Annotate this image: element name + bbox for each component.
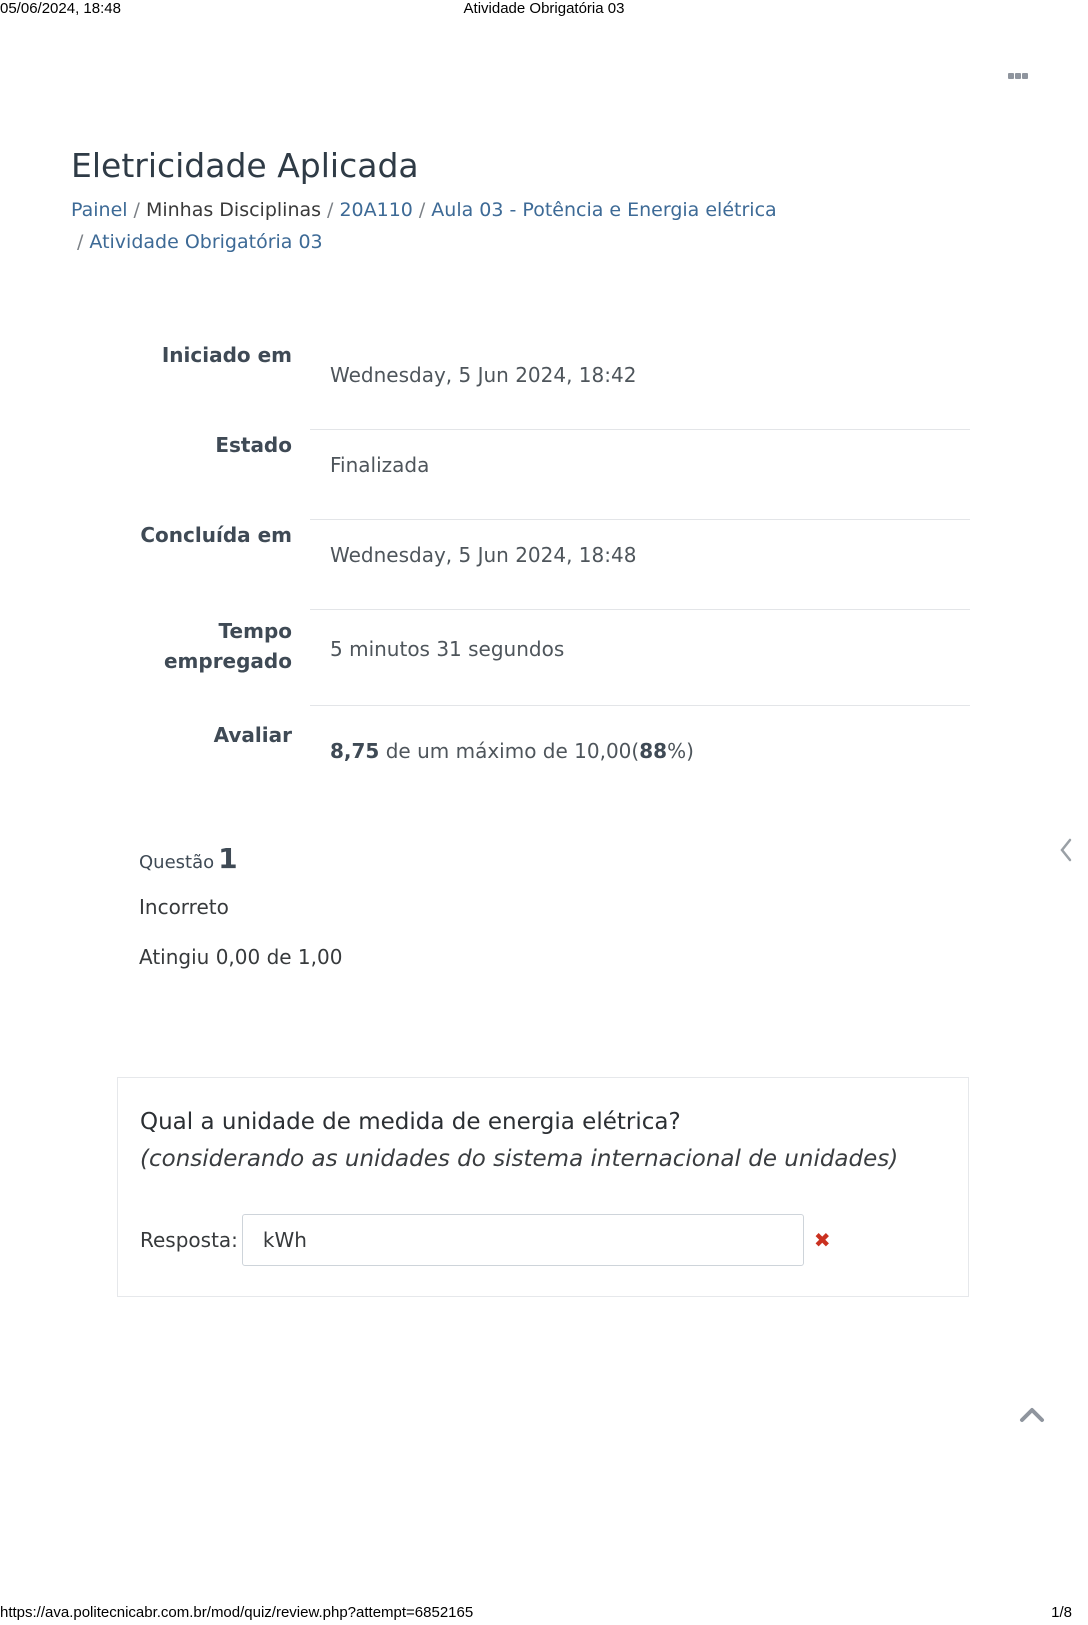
question-prompt: Qual a unidade de medida de energia elétrica? — [140, 1109, 681, 1135]
question-label: Questão — [139, 852, 215, 873]
started-label: Iniciado em — [161, 343, 292, 367]
breadcrumb-course-code[interactable]: 20A110 — [339, 199, 413, 221]
breadcrumb-separator: / — [133, 199, 140, 221]
question-info — [139, 842, 342, 969]
grade-value — [310, 706, 970, 786]
answer-row — [140, 1214, 831, 1266]
time-value: 5 minutos 31 segundos — [310, 610, 970, 706]
chevron-up-icon[interactable] — [1018, 1404, 1046, 1424]
summary-row-completed — [120, 520, 970, 610]
grade-score: 8,75 — [330, 739, 380, 763]
breadcrumb-activity[interactable]: Atividade Obrigatória 03 — [89, 231, 323, 253]
breadcrumb-minhas-disciplinas: Minhas Disciplinas — [145, 199, 322, 221]
breadcrumb-lesson[interactable]: Aula 03 - Potência e Energia elétrica — [431, 199, 777, 221]
question-grade: Atingiu 0,00 de 1,00 — [139, 945, 343, 969]
cross-icon: ✖ — [813, 1228, 831, 1252]
time-label-line1: Tempo — [218, 619, 292, 643]
course-title: Eletricidade Aplicada — [71, 146, 419, 185]
print-footer — [0, 1603, 1088, 1625]
grade-percent: 88 — [639, 739, 668, 763]
breadcrumb-separator: / — [418, 199, 426, 221]
breadcrumb-painel[interactable]: Painel — [71, 199, 128, 221]
print-url: https://ava.politecnicabr.com.br/mod/quiz/review.php?attempt=6852165 — [0, 1604, 474, 1621]
breadcrumb — [71, 194, 831, 258]
chevron-left-icon[interactable] — [1058, 836, 1074, 864]
question-content — [117, 1077, 969, 1297]
print-page-title: Atividade Obrigatória 03 — [463, 0, 625, 17]
started-value: Wednesday, 5 Jun 2024, 18:42 — [310, 340, 970, 430]
ellipsis-icon[interactable] — [1008, 66, 1032, 78]
summary-row-state — [120, 430, 970, 520]
time-label — [120, 610, 310, 706]
answer-input[interactable] — [242, 1214, 804, 1266]
question-state: Incorreto — [139, 895, 229, 919]
print-datetime: 05/06/2024, 18:48 — [0, 0, 121, 17]
attempt-summary — [120, 340, 970, 786]
completed-value: Wednesday, 5 Jun 2024, 18:48 — [310, 520, 970, 610]
question-text — [140, 1104, 960, 1178]
summary-row-started — [120, 340, 970, 430]
summary-row-time — [120, 610, 970, 706]
grade-max-text: de um máximo de 10,00( — [379, 739, 640, 763]
question-number — [139, 842, 342, 875]
breadcrumb-separator: / — [327, 199, 334, 221]
state-value: Finalizada — [310, 430, 970, 520]
completed-label: Concluída em — [140, 523, 292, 547]
summary-row-grade — [120, 706, 970, 786]
breadcrumb-separator: / — [77, 231, 84, 253]
print-header — [0, 0, 1088, 18]
answer-label: Resposta: — [140, 1228, 238, 1252]
print-page-number: 1/8 — [1051, 1604, 1072, 1621]
grade-percent-sign: %) — [667, 739, 694, 763]
question-note: (considerando as unidades do sistema internacional de unidades) — [140, 1146, 899, 1172]
grade-label: Avaliar — [213, 723, 292, 747]
state-label: Estado — [215, 433, 292, 457]
question-number-value: 1 — [218, 842, 238, 875]
time-label-line2: empregado — [163, 649, 292, 673]
